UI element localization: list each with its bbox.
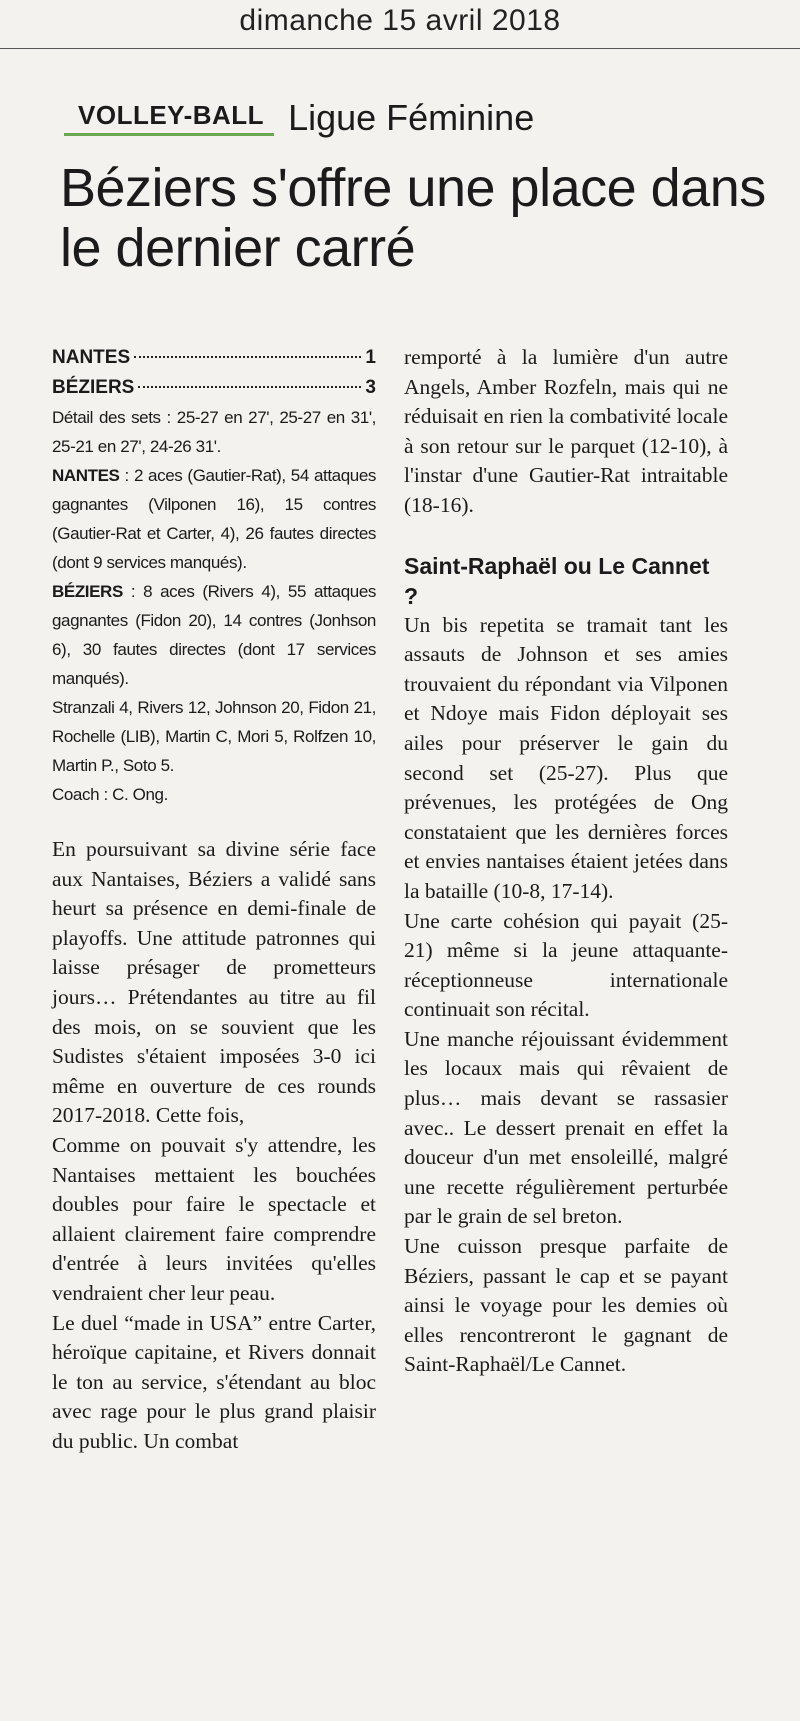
article-paragraph: Comme on pouvait s'y attendre, les Nantaises mettaient les bouchées doubles pour faire le spectacle et allaient clairement faire comprendre d'entrée à leurs invitées qu'elles vendraient cher leur peau. <box>52 1132 376 1305</box>
players-list: Stranzali 4, Rivers 12, Johnson 20, Fidon 21, Rochelle (LIB), Martin C, Mori 5, Rolfzen 10, Martin P., Soto 5. <box>52 698 376 775</box>
article-paragraph: Une carte cohésion qui payait (25-21) même si la jeune attaquante-réceptionneuse internationale continuait son récital. <box>404 908 728 1022</box>
team-score: 1 <box>365 347 376 368</box>
article-paragraph: En poursuivant sa divine série face aux Nantaises, Béziers a validé sans heurt sa présence en demi-finale de playoffs. Une attitude patronnes qui laisse présager de prometteurs jours… Prétendantes au titre au fil des mois, on se souvient que les Sudistes s'étaient imposées 3-0 ici même en ouverture de ces rounds 2017-2018. Cette fois, <box>52 837 376 1128</box>
article-paragraph: Une cuisson presque parfaite de Béziers, passant le cap et se payant ainsi le voyage pour les demies où elles rencontreront le gagnant de Saint-Raphaël/Le Cannet. <box>404 1234 728 1377</box>
date-divider <box>0 48 800 49</box>
sets-detail: Détail des sets : 25-27 en 27', 25-27 en 31', 25-21 en 27', 24-26 31'. <box>52 408 376 456</box>
match-stats <box>52 403 376 809</box>
league-label: Ligue Féminine <box>288 97 535 138</box>
score-row-beziers <box>52 373 376 403</box>
nantes-stats-label: NANTES <box>52 466 120 485</box>
team-name: NANTES <box>52 347 131 368</box>
article-paragraph: Le duel “made in USA” entre Carter, héroïque capitaine, et Rivers donnait le ton au service, s'étendant au bloc avec rage pour le plus grand plaisir du public. Un combat <box>52 1310 376 1453</box>
beziers-stats-label: BÉZIERS <box>52 582 123 601</box>
article-paragraph: remporté à la lumière d'un autre Angels, Amber Rozfeln, mais qui ne réduisait en rien la combativité locale à son retour sur le parquet (12-10), à l'instar d'une Gautier-Rat intraitable (18-16). <box>404 345 728 517</box>
score-row-nantes <box>52 343 376 373</box>
team-name: BÉZIERS <box>52 377 135 398</box>
right-article-body-top <box>404 343 728 521</box>
right-article-body <box>404 611 728 1380</box>
left-article-body <box>52 835 376 1456</box>
article-paragraph: Un bis repetita se tramait tant les assauts de Johnson et ses amies trouvaient du répondant via Vilponen et Ndoye mais Fidon déployait ses ailes pour préserver le gain du second set (25-27). Plus que prévenues, les protégées de Ong constataient que les dernières forces et envies nantaises étaient jetées dans la bataille (10-8, 17-14). <box>404 612 728 903</box>
right-column <box>404 343 728 1380</box>
article-paragraph: Une manche réjouissant évidemment les locaux mais qui rêvaient de plus… mais devant se rassasier avec.. Le dessert prenait en effet la douceur d'un met ensoleillé, malgré une recette régulièrement perturbée par le grain de sel breton. <box>404 1026 728 1229</box>
headline: Béziers s'offre une place dans le dernier carré <box>60 158 766 278</box>
nantes-stats <box>52 461 376 577</box>
left-column <box>52 343 376 1456</box>
beziers-stats <box>52 577 376 693</box>
subhead: Saint-Raphaël ou Le Cannet ? <box>404 552 710 609</box>
beziers-stats-text: : 8 aces (Rivers 4), 55 attaques gagnantes (Fidon 20), 14 contres (Jonhson 6), 30 fautes directes (dont 17 services manqués). <box>52 582 376 688</box>
dot-leader <box>134 356 361 358</box>
sport-label: VOLLEY-BALL <box>64 100 274 136</box>
nantes-stats-text: : 2 aces (Gautier-Rat), 54 attaques gagnantes (Vilponen 16), 15 contres (Gautier-Rat et Carter, 4), 26 fautes directes (dont 9 services manqués). <box>52 466 376 572</box>
dot-leader <box>138 386 361 388</box>
team-score: 3 <box>365 377 376 398</box>
rubric <box>64 96 534 136</box>
coach-line: Coach : C. Ong. <box>52 785 168 804</box>
publication-date: dimanche 15 avril 2018 <box>239 4 561 37</box>
